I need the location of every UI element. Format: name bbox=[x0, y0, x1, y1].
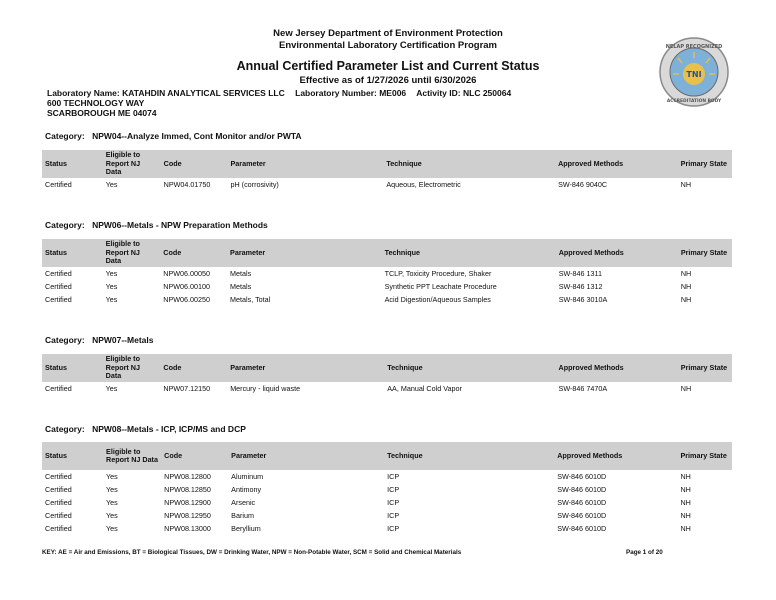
department-name: New Jersey Department of Environment Protection bbox=[273, 28, 503, 39]
cell-technique: ICP bbox=[387, 472, 400, 481]
table-header-row bbox=[42, 354, 732, 382]
cell-technique: ICP bbox=[387, 524, 400, 533]
category-heading bbox=[45, 424, 246, 434]
cell-parameter: pH (corrosivity) bbox=[230, 180, 279, 189]
table-row bbox=[42, 483, 732, 496]
cell-parameter: Aluminum bbox=[231, 472, 264, 481]
col-technique: Technique bbox=[384, 442, 554, 470]
cell-eligible: Yes bbox=[106, 524, 118, 533]
cell-status: Certified bbox=[45, 282, 72, 291]
cell-method: SW-846 6010D bbox=[557, 511, 607, 520]
cell-method: SW-846 6010D bbox=[557, 524, 607, 533]
cell-code: NPW08.12950 bbox=[164, 511, 211, 520]
cell-status: Certified bbox=[45, 180, 72, 189]
cell-eligible: Yes bbox=[105, 384, 118, 393]
table-header-row bbox=[42, 150, 732, 178]
table-row bbox=[42, 382, 732, 395]
svg-text:NELAP RECOGNIZED: NELAP RECOGNIZED bbox=[665, 44, 723, 50]
cell-code: NPW06.00050 bbox=[163, 269, 211, 278]
cell-code: NPW06.00100 bbox=[163, 282, 211, 291]
cell-technique: ICP bbox=[387, 485, 400, 494]
cell-method: SW-846 1311 bbox=[558, 269, 602, 278]
category-label: Category: bbox=[45, 131, 85, 141]
cell-eligible: Yes bbox=[105, 282, 118, 291]
cell-parameter: Mercury - liquid waste bbox=[230, 384, 301, 393]
col-methods: Approved Methods bbox=[556, 239, 678, 267]
cell-code: NPW07.12150 bbox=[163, 384, 211, 393]
svg-text:TNI: TNI bbox=[686, 70, 702, 79]
cell-code: NPW04.01750 bbox=[163, 180, 211, 189]
cell-eligible: Yes bbox=[106, 511, 118, 520]
nelap-seal-icon bbox=[658, 36, 730, 108]
col-code: Code bbox=[160, 239, 227, 267]
col-status: Status bbox=[42, 239, 103, 267]
cell-code: NPW08.12800 bbox=[164, 472, 211, 481]
table-row bbox=[42, 178, 732, 191]
cell-technique: ICP bbox=[387, 498, 400, 507]
cell-parameter: Metals bbox=[230, 282, 252, 291]
cell-parameter: Metals bbox=[230, 269, 252, 278]
table-row bbox=[42, 280, 732, 293]
col-status: Status bbox=[42, 354, 103, 382]
table-row bbox=[42, 293, 732, 306]
col-methods: Approved Methods bbox=[554, 442, 677, 470]
cell-status: Certified bbox=[45, 384, 72, 393]
cell-status: Certified bbox=[45, 524, 72, 533]
col-parameter: Parameter bbox=[227, 354, 384, 382]
cell-parameter: Barium bbox=[231, 511, 254, 520]
cell-eligible: Yes bbox=[106, 485, 118, 494]
table-row bbox=[42, 522, 732, 535]
lab-address-line1: 600 TECHNOLOGY WAY bbox=[47, 98, 145, 108]
cell-eligible: Yes bbox=[106, 472, 118, 481]
table-row bbox=[42, 267, 732, 280]
col-code: Code bbox=[160, 354, 227, 382]
cell-state: NH bbox=[680, 498, 691, 507]
category-heading bbox=[45, 335, 153, 345]
cell-state: NH bbox=[680, 180, 692, 189]
col-primary-state: Primary State bbox=[678, 239, 732, 267]
cell-state: NH bbox=[680, 524, 691, 533]
cell-state: NH bbox=[680, 282, 692, 291]
cell-parameter: Metals, Total bbox=[230, 295, 271, 304]
cell-status: Certified bbox=[45, 472, 72, 481]
cell-code: NPW08.13000 bbox=[164, 524, 211, 533]
cell-eligible: Yes bbox=[106, 498, 118, 507]
lab-number: ME006 bbox=[379, 88, 407, 98]
col-parameter: Parameter bbox=[227, 239, 382, 267]
cell-technique: Aqueous, Electrometric bbox=[386, 180, 461, 189]
col-eligible: Eligible to Report NJ Data bbox=[103, 442, 161, 470]
col-eligible: Eligible to Report NJ Data bbox=[103, 354, 161, 382]
cell-technique: TCLP, Toxicity Procedure, Shaker bbox=[384, 269, 492, 278]
svg-text:ACCREDITATION BODY: ACCREDITATION BODY bbox=[666, 99, 722, 104]
col-primary-state: Primary State bbox=[678, 150, 732, 178]
lab-name-label: Laboratory Name: bbox=[47, 88, 120, 98]
category-label: Category: bbox=[45, 424, 85, 434]
cell-state: NH bbox=[680, 269, 692, 278]
col-technique: Technique bbox=[382, 239, 556, 267]
cell-status: Certified bbox=[45, 485, 72, 494]
cell-method: SW-846 6010D bbox=[557, 472, 607, 481]
page-number: Page 1 of 20 bbox=[626, 549, 663, 556]
col-methods: Approved Methods bbox=[556, 354, 678, 382]
table-row bbox=[42, 470, 732, 483]
cell-state: NH bbox=[680, 485, 691, 494]
cell-state: NH bbox=[680, 384, 692, 393]
col-parameter: Parameter bbox=[228, 150, 384, 178]
abbreviation-key: KEY: AE = Air and Emissions, BT = Biological Tissues, DW = Drinking Water, NPW = Non-Potable Water, SCM = Solid and Chemical Materials bbox=[42, 549, 462, 556]
cell-eligible: Yes bbox=[105, 269, 118, 278]
table-header-row bbox=[42, 442, 732, 470]
program-name: Environmental Laboratory Certification Program bbox=[278, 40, 497, 51]
cell-parameter: Antimony bbox=[231, 485, 262, 494]
cell-method: SW-846 1312 bbox=[558, 282, 603, 291]
table-header-row bbox=[42, 239, 732, 267]
cell-status: Certified bbox=[45, 498, 72, 507]
cell-method: SW-846 6010D bbox=[557, 485, 607, 494]
cell-status: Certified bbox=[45, 511, 72, 520]
cell-state: NH bbox=[680, 295, 692, 304]
cell-code: NPW08.12900 bbox=[164, 498, 211, 507]
activity-id-label: Activity ID: bbox=[416, 88, 461, 98]
cell-eligible: Yes bbox=[105, 180, 118, 189]
cell-code: NPW08.12850 bbox=[164, 485, 211, 494]
category-label: Category: bbox=[45, 335, 85, 345]
cell-technique: AA, Manual Cold Vapor bbox=[387, 384, 462, 393]
parameter-table bbox=[42, 354, 732, 395]
cell-technique: ICP bbox=[387, 511, 400, 520]
effective-dates: Effective as of 1/27/2026 until 6/30/2026 bbox=[299, 75, 477, 86]
cell-technique: Synthetic PPT Leachate Procedure bbox=[384, 282, 497, 291]
table-row bbox=[42, 509, 732, 522]
activity-id: NLC 250064 bbox=[462, 88, 512, 98]
col-eligible: Eligible to Report NJ Data bbox=[103, 239, 161, 267]
lab-address-line2: SCARBOROUGH ME 04074 bbox=[47, 108, 157, 118]
col-technique: Technique bbox=[384, 354, 555, 382]
cell-method: SW-846 7470A bbox=[558, 384, 608, 393]
cell-status: Certified bbox=[45, 295, 72, 304]
col-code: Code bbox=[161, 442, 228, 470]
category-name: NPW07--Metals bbox=[92, 335, 154, 345]
category-label: Category: bbox=[45, 220, 85, 230]
parameter-table bbox=[42, 442, 732, 535]
col-primary-state: Primary State bbox=[678, 354, 732, 382]
cell-method: SW-846 6010D bbox=[557, 498, 607, 507]
cell-technique: Acid Digestion/Aqueous Samples bbox=[384, 295, 491, 304]
col-status: Status bbox=[42, 442, 103, 470]
col-status: Status bbox=[42, 150, 103, 178]
cell-parameter: Beryllium bbox=[231, 524, 261, 533]
cell-state: NH bbox=[680, 472, 691, 481]
col-eligible: Eligible to Report NJ Data bbox=[103, 150, 161, 178]
col-code: Code bbox=[161, 150, 228, 178]
category-name: NPW08--Metals - ICP, ICP/MS and DCP bbox=[92, 424, 246, 434]
cell-status: Certified bbox=[45, 269, 72, 278]
document-title: Annual Certified Parameter List and Current Status bbox=[236, 59, 540, 73]
table-row bbox=[42, 496, 732, 509]
lab-name: KATAHDIN ANALYTICAL SERVICES LLC bbox=[122, 88, 285, 98]
category-heading bbox=[45, 220, 268, 230]
cell-eligible: Yes bbox=[105, 295, 118, 304]
category-heading bbox=[45, 131, 302, 141]
category-name: NPW06--Metals - NPW Preparation Methods bbox=[92, 220, 268, 230]
cell-code: NPW06.00250 bbox=[163, 295, 211, 304]
col-parameter: Parameter bbox=[228, 442, 384, 470]
col-primary-state: Primary State bbox=[677, 442, 732, 470]
parameter-table bbox=[42, 239, 732, 306]
parameter-table bbox=[42, 150, 732, 191]
cell-method: SW-846 9040C bbox=[558, 180, 608, 189]
col-methods: Approved Methods bbox=[555, 150, 678, 178]
cell-state: NH bbox=[680, 511, 691, 520]
col-technique: Technique bbox=[383, 150, 555, 178]
lab-number-label: Laboratory Number: bbox=[295, 88, 377, 98]
cell-method: SW-846 3010A bbox=[558, 295, 608, 304]
cell-parameter: Arsenic bbox=[231, 498, 256, 507]
laboratory-info bbox=[47, 88, 511, 118]
category-name: NPW04--Analyze Immed, Cont Monitor and/or PWTA bbox=[92, 131, 302, 141]
